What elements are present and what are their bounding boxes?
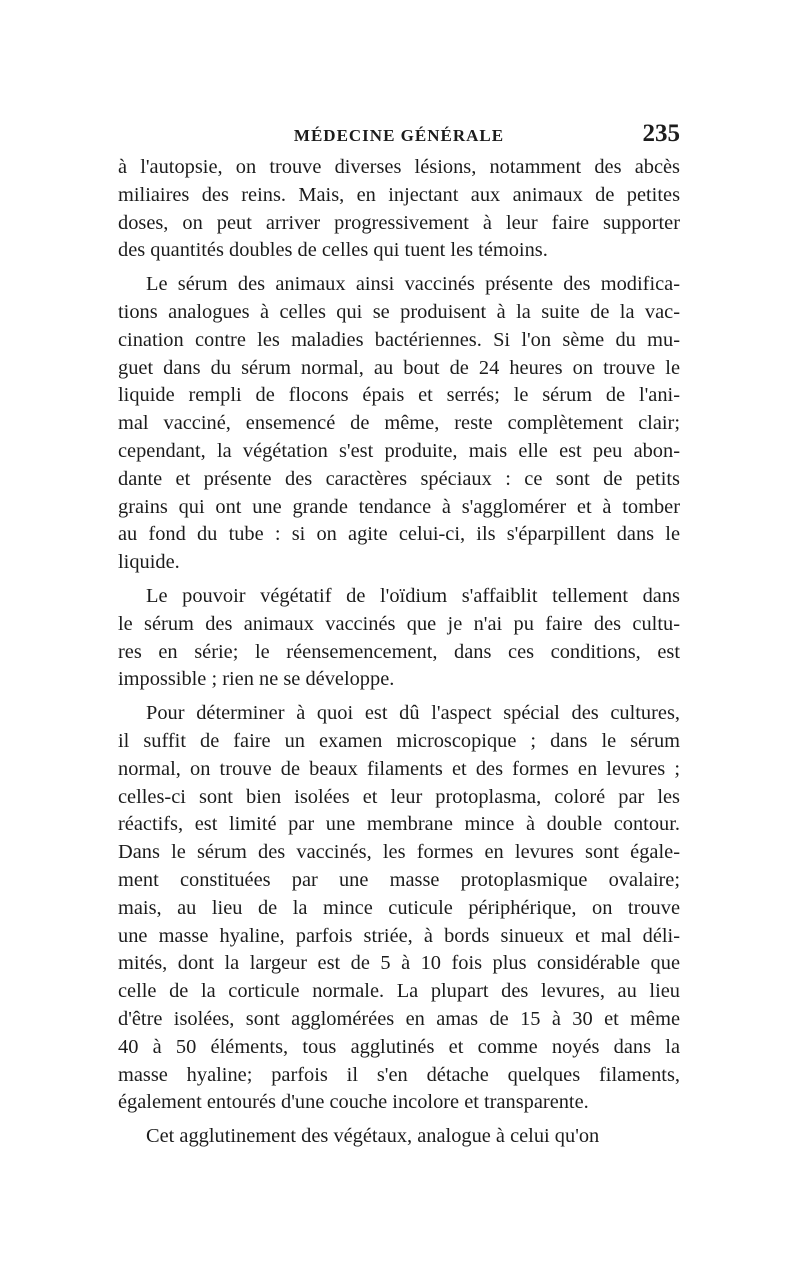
text-line: guet dans du sérum normal, au bout de 24 heures on trouve le [118, 356, 680, 379]
paragraph [118, 583, 680, 694]
paragraph [118, 271, 680, 577]
text-line: normal, on trouve de beaux filaments et des formes en levures ; [118, 757, 680, 780]
paragraph [118, 154, 680, 265]
text-line: dante et présente des caractères spéciaux : ce sont de petits [118, 467, 680, 490]
text-line: grains qui ont une grande tendance à s'agglomérer et à tomber [118, 495, 680, 518]
text-line: Le sérum des animaux ainsi vaccinés présente des modifica- [146, 273, 680, 296]
text-line: cination contre les maladies bactériennes. Si l'on sème du mu- [118, 328, 680, 351]
text-line: d'être isolées, sont agglomérées en amas de 15 à 30 et même [118, 1007, 680, 1030]
paragraph [118, 700, 680, 1117]
text-line: impossible ; rien ne se développe. [118, 668, 395, 691]
page-number: 235 [642, 120, 680, 147]
text-line: mal vacciné, ensemencé de même, reste complètement clair; [118, 412, 680, 435]
text-line: res en série; le réensemencement, dans ces conditions, est [118, 640, 680, 663]
text-line: mais, au lieu de la mince cuticule périphérique, on trouve [118, 896, 680, 919]
text-line: au fond du tube : si on agite celui-ci, ils s'éparpillent dans le [118, 523, 680, 546]
text-line: réactifs, est limité par une membrane mince à double contour. [118, 813, 680, 836]
text-line: doses, on peut arriver progressivement à leur faire supporter [118, 211, 680, 234]
text-line: cependant, la végétation s'est produite, mais elle est peu abon- [118, 439, 680, 462]
text-line: liquide rempli de flocons épais et serrés; le sérum de l'ani- [118, 384, 680, 407]
text-line: il suffit de faire un examen microscopique ; dans le sérum [118, 729, 680, 752]
text-line: 40 à 50 éléments, tous agglutinés et comme noyés dans la [118, 1035, 680, 1058]
text-line: liquide. [118, 551, 180, 574]
text-line: celle de la corticule normale. La plupart des levures, au lieu [118, 980, 680, 1003]
text-line: mités, dont la largeur est de 5 à 10 fois plus considérable que [118, 952, 680, 975]
text-line: également entourés d'une couche incolore et transparente. [118, 1091, 589, 1114]
body-text [118, 154, 680, 1151]
text-line: Cet agglutinement des végétaux, analogue à celui qu'on [146, 1125, 600, 1148]
text-line: le sérum des animaux vaccinés que je n'ai pu faire des cultu- [118, 612, 680, 635]
text-line: Le pouvoir végétatif de l'oïdium s'affaiblit tellement dans [146, 584, 680, 607]
running-head [118, 120, 680, 152]
text-line: tions analogues à celles qui se produisent à la suite de la vac- [118, 300, 680, 323]
text-line: Pour déterminer à quoi est dû l'aspect spécial des cultures, [146, 702, 680, 725]
running-title: MÉDECINE GÉNÉRALE [293, 126, 505, 145]
text-line: miliaires des reins. Mais, en injectant aux animaux de petites [118, 183, 680, 206]
text-line: ment constituées par une masse protoplasmique ovalaire; [118, 868, 680, 891]
text-line: à l'autopsie, on trouve diverses lésions, notamment des abcès [118, 156, 680, 178]
text-line: celles-ci sont bien isolées et leur protoplasma, coloré par les [118, 785, 680, 808]
paragraph [118, 1123, 680, 1151]
text-line: une masse hyaline, parfois striée, à bords sinueux et mal déli- [118, 924, 680, 947]
text-line: Dans le sérum des vaccinés, les formes en levures sont égale- [118, 841, 680, 864]
text-line: des quantités doubles de celles qui tuent les témoins. [118, 239, 548, 262]
book-page [118, 120, 680, 1151]
text-line: masse hyaline; parfois il s'en détache quelques filaments, [118, 1063, 680, 1086]
